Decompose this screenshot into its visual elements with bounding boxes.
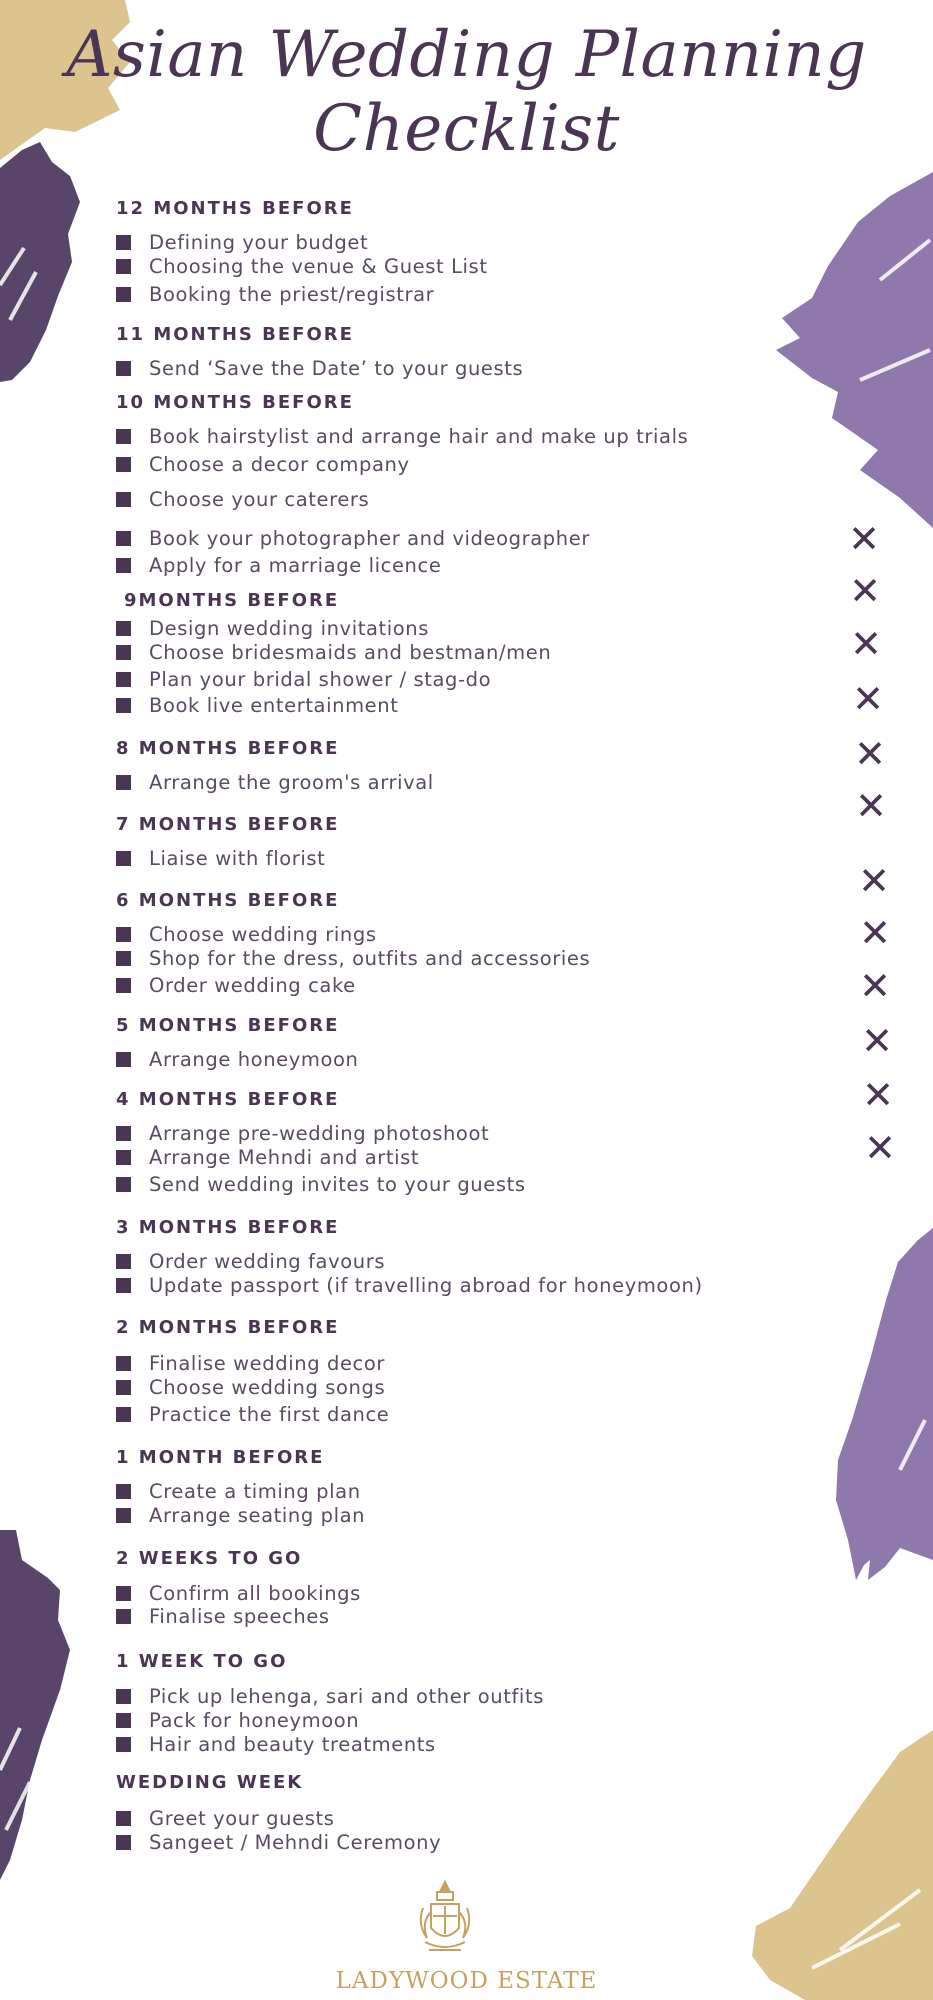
item-label: Arrange seating plan	[149, 1503, 366, 1527]
checkbox-square-icon[interactable]	[116, 1689, 131, 1704]
checkbox-square-icon[interactable]	[116, 851, 131, 866]
checklist-item[interactable]	[116, 1732, 436, 1756]
checklist-item[interactable]	[116, 1249, 385, 1273]
checkbox-square-icon[interactable]	[116, 1278, 131, 1293]
cross-mark-icon: ✕	[862, 1073, 894, 1117]
item-label: Design wedding invitations	[149, 616, 430, 640]
checkbox-square-icon[interactable]	[116, 645, 131, 660]
cross-mark-icon: ✕	[849, 569, 881, 613]
section-heading: 4 MONTHS BEFORE	[116, 1089, 340, 1110]
item-label: Choose wedding songs	[149, 1375, 386, 1399]
checklist-item[interactable]	[116, 1684, 544, 1708]
checkbox-square-icon[interactable]	[116, 1380, 131, 1395]
cross-mark-icon: ✕	[864, 1126, 896, 1170]
cross-mark-icon: ✕	[855, 784, 887, 828]
checkbox-square-icon[interactable]	[116, 259, 131, 274]
purple-brush-right-top	[776, 172, 933, 528]
item-label: Arrange honeymoon	[149, 1047, 359, 1071]
item-label: Book your photographer and videographer	[149, 526, 590, 550]
item-label: Arrange Mehndi and artist	[149, 1145, 420, 1169]
cross-mark-icon: ✕	[859, 911, 891, 955]
checklist-item[interactable]	[116, 1830, 441, 1854]
checklist-item[interactable]	[116, 1145, 419, 1169]
item-label: Confirm all bookings	[149, 1581, 361, 1605]
checkbox-square-icon[interactable]	[116, 1126, 131, 1141]
item-label: Choose a decor company	[149, 452, 410, 476]
checklist-item[interactable]	[116, 1604, 330, 1628]
item-label: Create a timing plan	[149, 1479, 361, 1503]
checklist-item[interactable]	[116, 973, 356, 997]
checklist-item[interactable]	[116, 770, 434, 794]
cross-mark-icon: ✕	[858, 859, 890, 903]
checkbox-square-icon[interactable]	[116, 775, 131, 790]
checkbox-square-icon[interactable]	[116, 1484, 131, 1499]
section-heading: 6 MONTHS BEFORE	[116, 890, 340, 911]
checklist-item[interactable]	[116, 1503, 365, 1527]
item-label: Finalise wedding decor	[149, 1351, 386, 1375]
checklist-item[interactable]	[116, 424, 688, 448]
section-heading: 5 MONTHS BEFORE	[116, 1015, 340, 1036]
checklist-item[interactable]	[116, 553, 441, 577]
checkbox-square-icon[interactable]	[116, 1609, 131, 1624]
section-heading: 1 WEEK TO GO	[116, 1651, 288, 1672]
checklist-item[interactable]	[116, 356, 523, 380]
checkbox-square-icon[interactable]	[116, 1713, 131, 1728]
cross-mark-icon: ✕	[850, 622, 882, 666]
checkbox-square-icon[interactable]	[116, 235, 131, 250]
item-label: Plan your bridal shower / stag-do	[149, 667, 492, 691]
section-heading: 9MONTHS BEFORE	[124, 590, 340, 611]
checklist-item[interactable]	[116, 640, 551, 664]
item-label: Pick up lehenga, sari and other outfits	[149, 1684, 544, 1708]
checklist-item[interactable]	[116, 1351, 385, 1375]
item-label: Choose bridesmaids and bestman/men	[149, 640, 552, 664]
title-line-2: Checklist	[313, 92, 620, 166]
checkbox-square-icon[interactable]	[116, 558, 131, 573]
checkbox-square-icon[interactable]	[116, 361, 131, 376]
item-label: Shop for the dress, outfits and accessories	[149, 946, 591, 970]
item-label: Sangeet / Mehndi Ceremony	[149, 1830, 442, 1854]
title-line-1: Asian Wedding Planning	[66, 18, 867, 92]
checklist-item[interactable]	[116, 526, 590, 550]
cross-mark-icon: ✕	[852, 677, 884, 721]
checkbox-square-icon[interactable]	[116, 1254, 131, 1269]
item-label: Book live entertainment	[149, 693, 399, 717]
cross-mark-icon: ✕	[848, 517, 880, 561]
checkbox-square-icon[interactable]	[116, 1150, 131, 1165]
checklist-item[interactable]	[116, 282, 434, 306]
item-label: Send ‘Save the Date’ to your guests	[149, 356, 524, 380]
checklist-item[interactable]	[116, 254, 488, 278]
checklist-item[interactable]	[116, 1479, 361, 1503]
item-label: Hair and beauty treatments	[149, 1732, 436, 1756]
brand-name: LADYWOOD ESTATE	[335, 1968, 598, 1994]
checklist-item[interactable]	[116, 946, 590, 970]
section-heading: 11 MONTHS BEFORE	[116, 324, 354, 345]
item-label: Book hairstylist and arrange hair and make up trials	[149, 424, 689, 448]
section-heading: WEDDING WEEK	[116, 1772, 304, 1793]
item-label: Choose wedding rings	[149, 922, 377, 946]
section-heading: 10 MONTHS BEFORE	[116, 392, 354, 413]
item-label: Defining your budget	[149, 230, 369, 254]
checklist-item[interactable]	[116, 616, 429, 640]
checkbox-square-icon[interactable]	[116, 1356, 131, 1371]
item-label: Choosing the venue & Guest List	[149, 254, 488, 278]
checklist-item[interactable]	[116, 1402, 389, 1426]
checklist-item[interactable]	[116, 1375, 385, 1399]
checkbox-square-icon[interactable]	[116, 1835, 131, 1850]
checkbox-square-icon[interactable]	[116, 287, 131, 302]
checkbox-square-icon[interactable]	[116, 978, 131, 993]
crest-logo-icon	[415, 1878, 475, 1964]
checklist-item[interactable]	[116, 230, 368, 254]
checkbox-square-icon[interactable]	[116, 951, 131, 966]
checklist-item[interactable]	[116, 667, 491, 691]
checklist-item[interactable]	[116, 1708, 359, 1732]
checkbox-square-icon[interactable]	[116, 457, 131, 472]
item-label: Apply for a marriage licence	[149, 553, 442, 577]
section-heading: 2 WEEKS TO GO	[116, 1548, 303, 1569]
checkbox-square-icon[interactable]	[116, 621, 131, 636]
checkbox-square-icon[interactable]	[116, 492, 131, 507]
section-heading: 12 MONTHS BEFORE	[116, 198, 354, 219]
checklist-item[interactable]	[116, 1121, 489, 1145]
page-title	[0, 18, 933, 166]
cross-mark-icon: ✕	[861, 1019, 893, 1063]
item-label: Update passport (if travelling abroad for honeymoon)	[149, 1273, 703, 1297]
gold-brush-bottom-right	[752, 1730, 933, 2000]
section-heading: 1 MONTH BEFORE	[116, 1447, 325, 1468]
item-label: Choose your caterers	[149, 487, 370, 511]
item-label: Liaise with florist	[149, 846, 326, 870]
checkbox-square-icon[interactable]	[116, 1737, 131, 1752]
checklist-item[interactable]	[116, 487, 369, 511]
item-label: Finalise speeches	[149, 1604, 330, 1628]
section-heading: 3 MONTHS BEFORE	[116, 1217, 340, 1238]
checklist-item[interactable]	[116, 1047, 359, 1071]
checklist-item[interactable]	[116, 1273, 703, 1297]
section-heading: 7 MONTHS BEFORE	[116, 814, 340, 835]
checkbox-square-icon[interactable]	[116, 698, 131, 713]
checkbox-square-icon[interactable]	[116, 429, 131, 444]
section-heading: 2 MONTHS BEFORE	[116, 1317, 340, 1338]
checklist-item[interactable]	[116, 1581, 361, 1605]
item-label: Order wedding cake	[149, 973, 356, 997]
item-label: Arrange pre-wedding photoshoot	[149, 1121, 490, 1145]
checkbox-square-icon[interactable]	[116, 927, 131, 942]
checklist-item[interactable]	[116, 1806, 334, 1830]
checkbox-square-icon[interactable]	[116, 531, 131, 546]
checklist-item[interactable]	[116, 1172, 526, 1196]
checkbox-square-icon[interactable]	[116, 1052, 131, 1067]
item-label: Booking the priest/registrar	[149, 282, 435, 306]
item-label: Practice the first dance	[149, 1402, 390, 1426]
purple-brush-right-middle	[836, 1228, 933, 1580]
checklist-item[interactable]	[116, 846, 325, 870]
item-label: Greet your guests	[149, 1806, 335, 1830]
checkbox-square-icon[interactable]	[116, 1811, 131, 1826]
cross-mark-icon: ✕	[854, 732, 886, 776]
checkbox-square-icon[interactable]	[116, 1508, 131, 1523]
checkbox-square-icon[interactable]	[116, 1407, 131, 1422]
item-label: Arrange the groom's arrival	[149, 770, 434, 794]
item-label: Send wedding invites to your guests	[149, 1172, 526, 1196]
item-label: Order wedding favours	[149, 1249, 386, 1273]
section-heading: 8 MONTHS BEFORE	[116, 738, 340, 759]
checkbox-square-icon[interactable]	[116, 672, 131, 687]
item-label: Pack for honeymoon	[149, 1708, 360, 1732]
checkbox-square-icon[interactable]	[116, 1177, 131, 1192]
checklist-item[interactable]	[116, 452, 410, 476]
checklist-item[interactable]	[116, 922, 377, 946]
checklist-item[interactable]	[116, 693, 399, 717]
checkbox-square-icon[interactable]	[116, 1586, 131, 1601]
purple-brush-left-bottom	[0, 1530, 70, 1880]
purple-brush-left-top	[0, 142, 80, 382]
cross-mark-icon: ✕	[859, 964, 891, 1008]
